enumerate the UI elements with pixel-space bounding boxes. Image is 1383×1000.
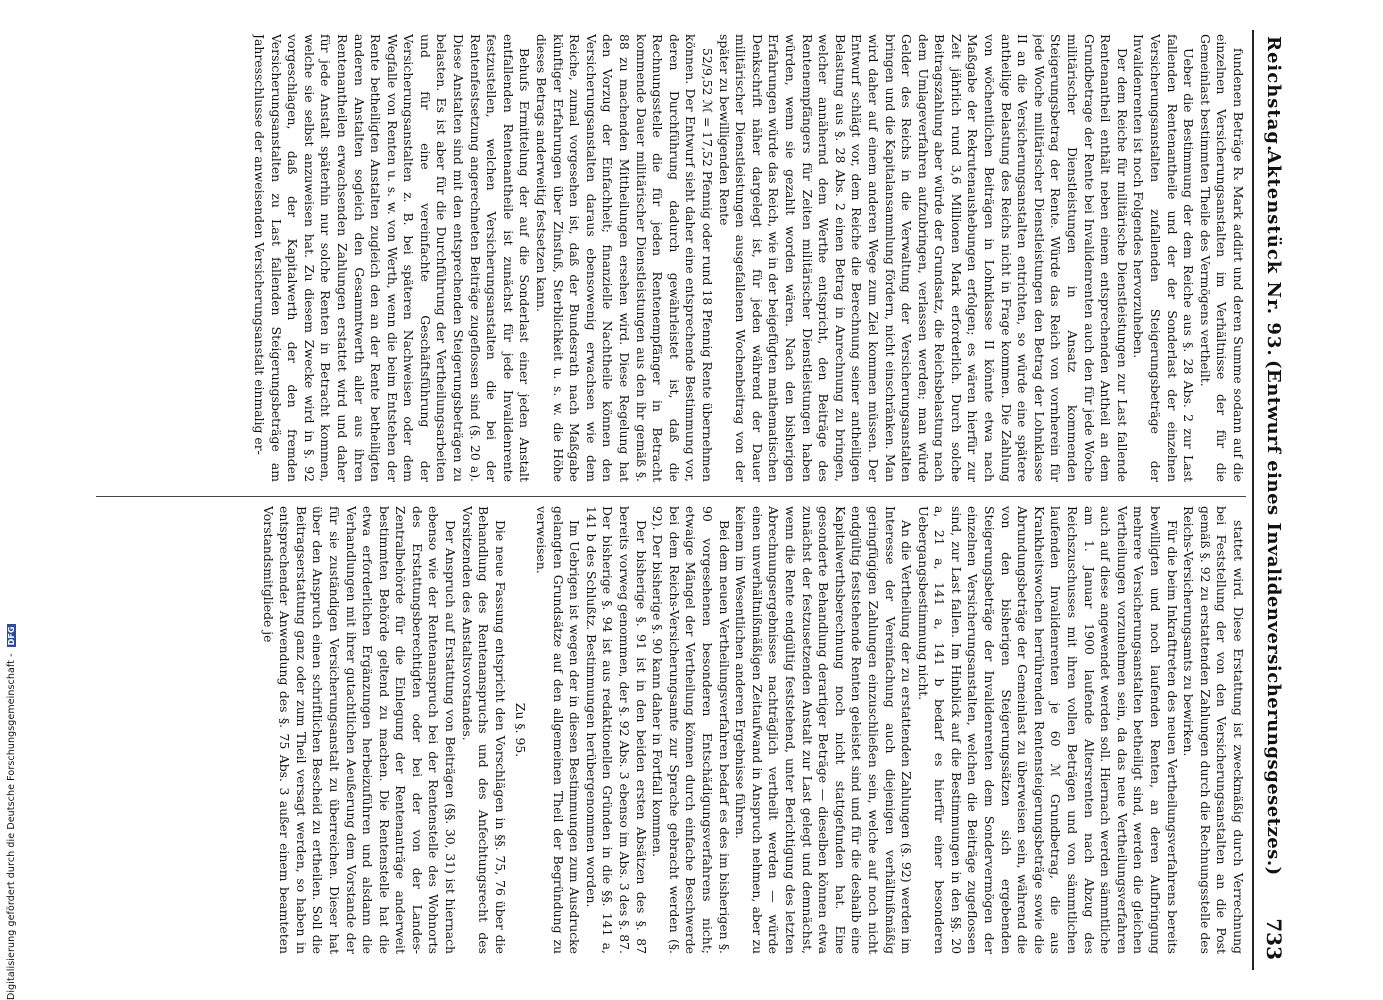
column-divider: [96, 496, 1246, 497]
page-number: 733: [1262, 918, 1286, 960]
left-paragraph: Der dem Reiche für militärische Dienstleistungen zur Last fallende Rentenantheil enthält neben einem entsprechenden Antheil an dem Grundbetrage der Rente bei Invalidenrenten auch den für jede Woche militärischer Dienstleistungen in Ansatz kommenden Steigerungsbetrag der Rente. Würde das Reich von vornherein für jede Woche militärischer Dienstleistungen den Betrag der Lohnklasse II an die Versicherungsanstalten entrichten, so würde eine spätere antheilige Belastung des Reichs nicht in Frage kommen. Die Zahlung von wöchentlichen Beiträgen in Lohnklasse II könnte etwa nach Maßgabe der Rekrutenaushebungen erfolgen; es wären hierfür zur Zeit jährlich rund 3,6 Millionen Mark erforderlich. Durch solche Beitragszahlung aber würde der Grundsatz, die Reichsbelastung nach dem Umlageverfahren aufzubringen, verlassen werden; man würde Gelder des Reichs in die Verwaltung der Versicherungsanstalten bringen und die Kapitalansammlung fördern, nicht einschränken. Man wird daher auf einem anderen Wege zum Ziel kommen müssen. Der Entwurf schlägt vor, dem Reiche die Berechnung seiner antheiligen Belastung aus §. 28 Abs. 2 einen Betrag in Anrechnung zu bringen, welcher annähernd dem Werthe entspricht, den Beiträge des Rentenempfängers für Zeiten militärischer Dienstleistungen haben würden, wenn sie gezahlt worden wären. Nach den bisherigen Erfahrungen würde das Reich, wie in der beigefügten mathematischen Denkschrift näher dargelegt ist, für jeden während der Dauer militärischer Dienstleistungen ausgefallenen Wochenbeitrag von der später zu bewilligenden Rente: [716, 34, 1130, 482]
right-paragraph: Der Anspruch auf Erstattung von Beiträgen (§§. 30, 31) ist hiernach ebenso wie der Rentenanspruch bei der Rentenstelle des Wohnorts des Erstattungsberechtigten oder bei der von der Landes-Zentralbehörde für die Einlegung der Rentenanträge anderweit bestimmten Behörde geltend zu machen. Die Rentenstelle hat die etwa erforderlichen Ergänzungen herbeizuführen und alsdann die Verhandlungen mit ihrer gutachtlichen Aeußerung dem Vorstande der für sie zuständigen Versicherungsanstalt zu überreichen. Dieser hat über den Anspruch einen schriftlichen Bescheid zu ertheilen. Soll die Beitragserstattung ganz oder zum Theil versagt werden, so haben in entsprechender Anwendung des §. 75 Abs. 3 außer einem beamteten Vorstandsmitgliede je: [260, 506, 459, 954]
digitization-note-text: Digitalisierung gefördert durch die Deutsche Forschungsgemeinschaft -: [6, 653, 17, 1000]
section-heading: Zu §. 95.: [513, 702, 529, 758]
right-paragraph: An die Vertheilung der zu erstattenden Zahlungen (§. 92) werden im Interesse der Vereinfachung auch diejenigen verhältnißmäßig geringfügigen Zahlungen einzuschließen sein, welche auf noch nicht endgültig feststehende Renten geleistet sind und für die deshalb eine Kapitalwerthsberechnung noch nicht stattgefunden hat. Eine gesonderte Behandlung derartiger Beträge — dieselben können etwa zunächst der festzusetzenden Anstalt zur Last gelegt und demnächst, wenn die Rente endgültig feststehend, unter Berichtigung des letzten Abrechnungsergebnisses nachträglich vertheilt werden — würde einen unverhältnißmäßigen Zeitaufwand in Anspruch nehmen, aber zu keinem im Wesentlichen anderen Ergebnisse führen.: [733, 506, 915, 954]
right-paragraph: stattet wird. Diese Erstattung ist zweckmäßig durch Verrechnung bei Feststellung der von den Versicherungsanstalten an die Post gemäß §. 92 zu erstattenden Zahlungen durch die Rechnungsstelle des Reichs-Versicherungsamts zu bewirken.: [1181, 506, 1246, 954]
right-paragraph: Bei dem neuen Vertheilungsverfahren bedarf es des im bisherigen §. 90 vorgesehenen besonderen Entschädigungsverfahrens nicht; etwaige Mängel der Vertheilung können durch einfache Beschwerde bei dem Reichs-Versicherungsamte zur Sprache gebracht werden (§. 92). Der bisherige §. 90 kann daher in Fortfall kommen.: [650, 506, 732, 954]
right-column: [96, 506, 1246, 954]
header-left: Reichstag.: [1263, 36, 1284, 153]
header-document-number: Aktenstück Nr. 93.: [1263, 150, 1284, 357]
left-paragraph: fundenen Beträge Rₓ Mark addirt und deren Summe sodann auf die einzelnen Versicherungsanstalten im Verhältnisse der für die Gemeinlast bestimmten Theile des Vermögens vertheilt.: [1197, 34, 1246, 482]
page-header: [1250, 30, 1290, 970]
rotated-document-page: [80, 30, 1290, 970]
left-paragraph: Behufs Ermittelung der auf die Sonderlast einer jeden Anstalt entfallenden Rentenantheile ist zunächst für jede Invalidenrente festzustellen, welchen Versicherungsanstalten die bei der Rentenfestsetzung angerechneten Beiträge zugeflossen sind (§. 20 a). Diese Anstalten sind mit den entsprechenden Steigerungsbeträgen zu belasten. Es ist aber für die Durchführung der Vertheilungsarbeiten und für eine vereinfachte Geschäftsführung der Versicherungsanstalten z. B. bei späteren Nachweisen oder dem Wegfalle von Renten u. s. w. von Werth, wenn die beim Entstehen der Rente betheiligten Anstalten zugleich den an der Rente betheiligten anderen Anstalten sogleich den Gesammtwerth aller aus ihren Rentenantheilen erwachsenden Zahlungen erstattet wird und daher für jede Anstalt späterhin nur solche Renten in Betracht kommen, welche sie selbst anzuweisen hat. Zu diesem Zwecke wird in §. 92 vorgeschlagen, daß der Kapitalwerth der den fremden Versicherungsanstalten zu Last fallenden Steigerungsbeträge am Jahresschlusse der anweisenden Versicherungsanstalt einmalig er-: [251, 34, 533, 482]
left-column: [96, 34, 1246, 482]
right-paragraph: Die neue Fassung entspricht den Vorschlägen in §§. 75, 76 über die Behandlung des Rentenanspruchs und des Anfechtungsrecht des Vorsitzenden des Anstaltsvorstandes.: [459, 506, 508, 954]
header-title: (Entwurf eines Invalidenversicherungsgesetzes.): [1263, 360, 1284, 876]
left-paragraph: Ueber die Bestimmung der dem Reiche aus §. 28 Abs. 2 zur Last fallenden Rentenantheile und der der Sonderlast der einzelnen Versicherungsanstalten zufallenden Steigerungsbeträge der Invalidenrenten ist noch Folgendes hervorzuheben.: [1131, 34, 1197, 482]
digitization-note: [6, 0, 22, 1000]
dfg-logo: DFG: [7, 626, 16, 646]
header-rule: [1252, 30, 1254, 970]
right-paragraph: Für die beim Inkrafttreten des neuen Vertheilungsverfahrens bereits bewilligten und noch laufenden Renten, an deren Aufbringung mehrere Versicherungsanstalten betheiligt sind, werden die gleichen Vertheilungen vorzunehmen sein, da das neue Vertheilungsverfahren auch auf diese angewendet werden soll. Hiernach werden sämmtliche am 1. Januar 1900 laufende Altersrenten nach Abzug des Reichszuschusses mit ihren vollen Beträgen und von sämmtlichen laufenden Invalidenrenten je 60 ℳ Grundbetrag, die aus Krankheitswochen herrührenden Rentensteigerungsbeträge sowie die Abrundungsbeträge der Gemeinlast zu überweisen sein, während die von den bisherigen Steigerungssätzen sich ergebenden Steigerungsbeträge der Invalidenrenten dem Sondervermögen der einzelnen Versicherungsanstalten, welchen die Beiträge zugeflossen sind, zur Last fallen. Im Hinblick auf die Bestimmungen in den §§. 20 a, 21 a, 141 a, 141 b bedarf es hierfür einer besonderen Uebergangsbestimmung nicht.: [915, 506, 1180, 954]
left-paragraph: 52/9,52 ℳ = 17,52 Pfennig oder rund 18 Pfennig Rente übernehmen können. Der Entwurf sieht daher eine entsprechende Bestimmung vor, deren Durchführung dadurch gewährleistet ist, daß die Rechnungsstelle die für jeden Rentenempfänger in Betracht kommende Dauer militärischer Dienstleistungen aus den ihr gemäß §. 88 zu machenden Mittheilungen ersehen wird. Diese Regelung hat den Vorzug der Einfachheit; finanzielle Nachtheile können den Versicherungsanstalten daraus ebensowenig erwachsen wie dem Reiche, zumal vorgesehen ist, daß der Bundesrath nach Maßgabe künftiger Erfahrungen über Zinsfuß, Sterblichkeit u. s. w. die Höhe dieses Betrags anderweitig festsetzen kann.: [534, 34, 715, 482]
right-paragraph: Der bisherige §. 91 ist in den beiden ersten Absätzen des §. 87 bereits vorweg genommen, der §. 92 Abs. 3 ebenso im Abs. 3 des §. 87. Der bisherige §. 94 ist aus redaktionellen Gründen in die §§. 141 a, 141 b des Schlußtz. Bestimmungen herübergenommen worden.: [583, 506, 649, 954]
right-paragraph: Im Uebrigen ist wegen der in diesen Bestimmungen zum Ausdrucke gelangten Grundsätze auf den allgemeinen Theil der Begründung zu verweisen.: [534, 506, 583, 954]
